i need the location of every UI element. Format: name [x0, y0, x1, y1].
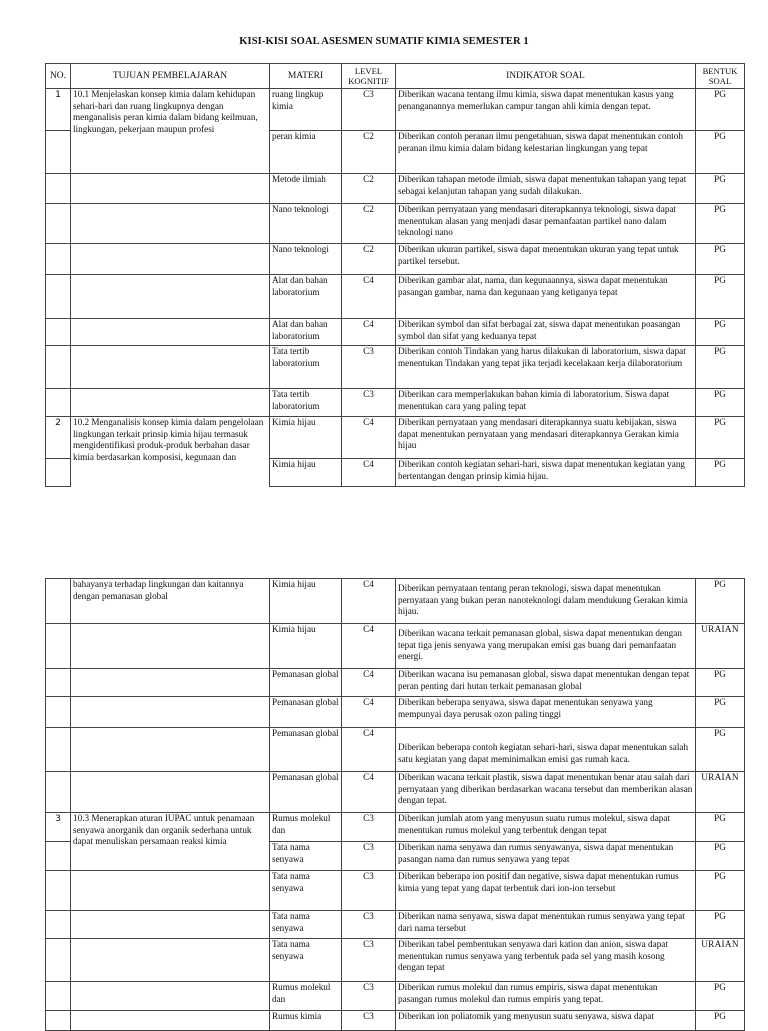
bentuk-cell: PG: [696, 911, 745, 939]
table-row: [46, 813, 745, 842]
table-row: [46, 319, 745, 346]
level-cell: C4: [342, 417, 396, 459]
materi-cell: Tata nama senyawa: [270, 842, 342, 871]
table-row: [46, 417, 745, 459]
table-row: [46, 346, 745, 389]
indikator-cell: Diberikan nama senyawa, siswa dapat menentukan rumus senyawa yang tepat dari nama tersebut: [396, 911, 696, 939]
table-row: [46, 871, 745, 911]
materi-cell: Rumus molekul dan: [270, 982, 342, 1011]
table-row: [46, 624, 745, 669]
level-cell: C3: [342, 871, 396, 911]
header-indikator: INDIKATOR SOAL: [396, 64, 696, 89]
header-level: LEVEL KOGNITIF: [342, 64, 396, 89]
level-cell: C4: [342, 728, 396, 772]
materi-cell: Nano teknologi: [270, 244, 342, 275]
materi-cell: Kimia hijau: [270, 579, 342, 624]
table-row: [46, 1011, 745, 1031]
materi-cell: Pemanasan global: [270, 669, 342, 697]
header-materi: MATERI: [270, 64, 342, 89]
table-row: [46, 275, 745, 319]
bentuk-cell: PG: [696, 871, 745, 911]
header-no: NO.: [46, 64, 71, 89]
indikator-cell: Diberikan beberapa ion positif dan negative, siswa dapat menentukan rumus kimia yang tepat yang dapat terbentuk dari ion-ion tersebut: [396, 871, 696, 911]
indikator-cell: Diberikan pernyataan yang mendasari diterapkannya teknologi, siswa dapat menentukan alasan yang menjadi dasar pemanfaatan partikel nano dalam teknologi nano: [396, 204, 696, 244]
materi-cell: Nano teknologi: [270, 204, 342, 244]
indikator-cell: Diberikan ion poliatomik yang menyusun suatu senyawa, siswa dapat: [396, 1011, 696, 1031]
bentuk-cell: URAIAN: [696, 772, 745, 813]
materi-cell: Alat dan bahan laboratorium: [270, 275, 342, 319]
document-title: KISI-KISI SOAL ASESMEN SUMATIF KIMIA SEMESTER 1: [239, 36, 529, 47]
indikator-cell: Diberikan beberapa senyawa, siswa dapat menentukan senyawa yang mempunyai daya perusak ozon paling tinggi: [396, 697, 696, 728]
indikator-cell: Diberikan jumlah atom yang menyusun suatu rumus molekul, siswa dapat menentukan rumus molekul yang terbentuk dengan tepat: [396, 813, 696, 842]
table-row: [46, 982, 745, 1011]
table-row: [46, 911, 745, 939]
indikator-cell: Diberikan gambar alat, nama, dan kegunaannya, siswa dapat menentukan pasangan gambar, nama dan kegunaan yang ketiganya tepat: [396, 275, 696, 319]
level-cell: C4: [342, 579, 396, 624]
bentuk-cell: PG: [696, 417, 745, 459]
bentuk-cell: PG: [696, 813, 745, 842]
materi-cell: ruang lingkup kimia: [270, 89, 342, 131]
indikator-cell: Diberikan cara memperlakukan bahan kimia di laboratorium. Siswa dapat menentukan cara yang paling tepat: [396, 389, 696, 417]
learning-objective: 10.1 Menjelaskan konsep kimia dalam kehidupan sehari-hari dan ruang lingkupnya dengan menganalisis peran kimia dalam bidang keilmuan, lingkungan, pekerjaan maupun profesi: [71, 89, 270, 174]
materi-cell: Kimia hijau: [270, 624, 342, 669]
bentuk-cell: PG: [696, 579, 745, 624]
bentuk-cell: PG: [696, 389, 745, 417]
bentuk-cell: PG: [696, 174, 745, 204]
learning-objective: bahayanya terhadap lingkungan dan kaitannya dengan pemanasan global: [71, 579, 270, 624]
level-cell: C4: [342, 624, 396, 669]
materi-cell: Alat dan bahan laboratorium: [270, 319, 342, 346]
materi-cell: Rumus kimia: [270, 1011, 342, 1031]
table-row: [46, 174, 745, 204]
materi-cell: Tata nama senyawa: [270, 911, 342, 939]
indikator-cell: Diberikan pernyataan tentang peran teknologi, siswa dapat menentukan pernyataan yang bukan peran nanoteknologi dalam mendukung Gerakan kimia hijau.: [396, 579, 696, 624]
indikator-cell: Diberikan wacana tentang ilmu kimia, siswa dapat menentukan kasus yang penanganannya memerlukan campur tangan ahli kimia dengan tepat.: [396, 89, 696, 131]
table-row: [46, 89, 745, 131]
kisi-kisi-table-page-1: [45, 63, 745, 487]
learning-objective: 10.2 Menganalisis konsep kimia dalam pengelolaan lingkungan terkait prinsip kimia hijau termasuk mengidentifikasi produk-produk berbahan dasar kimia berdasarkan komposisi, kegunaan dan: [71, 417, 270, 487]
kisi-kisi-table-page-2: [45, 578, 745, 1031]
bentuk-cell: PG: [696, 346, 745, 389]
level-cell: C3: [342, 813, 396, 842]
table-row: [46, 244, 745, 275]
level-cell: C3: [342, 982, 396, 1011]
bentuk-cell: PG: [696, 697, 745, 728]
materi-cell: Pemanasan global: [270, 697, 342, 728]
level-cell: C4: [342, 459, 396, 487]
bentuk-cell: PG: [696, 89, 745, 131]
level-cell: C4: [342, 319, 396, 346]
level-cell: C3: [342, 911, 396, 939]
level-cell: C4: [342, 275, 396, 319]
materi-cell: Metode ilmiah: [270, 174, 342, 204]
row-number: 1: [46, 89, 71, 131]
bentuk-cell: PG: [696, 669, 745, 697]
level-cell: C3: [342, 1011, 396, 1031]
level-cell: C4: [342, 697, 396, 728]
materi-cell: Tata tertib laboratorium: [270, 389, 342, 417]
indikator-cell: Diberikan rumus molekul dan rumus empiris, siswa dapat menentukan pasangan rumus molekul dan rumus empiris yang tepat.: [396, 982, 696, 1011]
indikator-cell: Diberikan contoh peranan ilmu pengetahuan, siswa dapat menentukan contoh peranan ilmu kimia dalam bidang kelestarian lingkungan yang tepat: [396, 131, 696, 174]
row-number: 3: [46, 813, 71, 842]
materi-cell: Pemanasan global: [270, 772, 342, 813]
level-cell: C4: [342, 772, 396, 813]
bentuk-cell: PG: [696, 244, 745, 275]
level-cell: C2: [342, 204, 396, 244]
learning-objective: 10.3 Menerapkan aturan IUPAC untuk penamaan senyawa anorganik dan organik sederhana untuk dapat menuliskan persamaan reaksi kimia: [71, 813, 270, 871]
level-cell: C3: [342, 389, 396, 417]
bentuk-cell: PG: [696, 204, 745, 244]
table-row: [46, 728, 745, 772]
indikator-cell: Diberikan pernyataan yang mendasari diterapkannya suatu kebijakan, siswa dapat menentukan pernyataan yang mendasari diterapkannya Gerakan kimia hijau: [396, 417, 696, 459]
bentuk-cell: URAIAN: [696, 624, 745, 669]
bentuk-cell: PG: [696, 842, 745, 871]
row-number: 2: [46, 417, 71, 459]
indikator-cell: Diberikan wacana terkait pemanasan global, siswa dapat menentukan dengan tepat tiga jenis senyawa yang merupakan emisi gas buang dari pemanfaatan energi.: [396, 624, 696, 669]
level-cell: C3: [342, 89, 396, 131]
bentuk-cell: PG: [696, 728, 745, 772]
bentuk-cell: PG: [696, 131, 745, 174]
table-header-row: [46, 64, 745, 89]
level-cell: C2: [342, 244, 396, 275]
level-cell: C4: [342, 669, 396, 697]
materi-cell: Tata tertib laboratorium: [270, 346, 342, 389]
bentuk-cell: PG: [696, 319, 745, 346]
level-cell: C2: [342, 174, 396, 204]
table-row: [46, 669, 745, 697]
table-row: [46, 697, 745, 728]
indikator-cell: Diberikan wacana isu pemanasan global, siswa dapat menentukan dengan tepat peran penting dari hutan terkait pemanasan global: [396, 669, 696, 697]
bentuk-cell: PG: [696, 459, 745, 487]
materi-cell: Kimia hijau: [270, 459, 342, 487]
level-cell: C3: [342, 842, 396, 871]
bentuk-cell: PG: [696, 275, 745, 319]
bentuk-cell: URAIAN: [696, 939, 745, 982]
materi-cell: Kimia hijau: [270, 417, 342, 459]
table-row: [46, 939, 745, 982]
indikator-cell: Diberikan nama senyawa dan rumus senyawanya, siswa dapat menentukan pasangan nama dan rumus senyawa yang tepat: [396, 842, 696, 871]
table-row: [46, 204, 745, 244]
materi-cell: Pemanasan global: [270, 728, 342, 772]
level-cell: C3: [342, 939, 396, 982]
materi-cell: peran kimia: [270, 131, 342, 174]
level-cell: C3: [342, 346, 396, 389]
materi-cell: Tata nama senyawa: [270, 939, 342, 982]
indikator-cell: Diberikan ukuran partikel, siswa dapat menentukan ukuran yang tepat untuk partikel tersebut.: [396, 244, 696, 275]
indikator-cell: Diberikan wacana terkait plastik, siswa dapat menentukan benar atau salah dari pernyataan yang diberikan berdasarkan wacana tersebut dan memberikan alasan dengan tepat.: [396, 772, 696, 813]
table-row: [46, 579, 745, 624]
bentuk-cell: PG: [696, 982, 745, 1011]
materi-cell: Tata nama senyawa: [270, 871, 342, 911]
materi-cell: Rumus molekul dan: [270, 813, 342, 842]
header-tujuan: TUJUAN PEMBELAJARAN: [71, 64, 270, 89]
level-cell: C2: [342, 131, 396, 174]
table-row: [46, 772, 745, 813]
indikator-cell: Diberikan symbol dan sifat berbagai zat, siswa dapat menentukan poasangan symbol dan sifat yang keduanya tepat: [396, 319, 696, 346]
indikator-cell: Diberikan beberapa contoh kegiatan sehari-hari, siswa dapat menentukan salah satu kegiatan yang dapat meminimalkan emisi gas rumah kaca.: [396, 728, 696, 772]
table-row: [46, 389, 745, 417]
indikator-cell: Diberikan tahapan metode ilmiah, siswa dapat menentukan tahapan yang tepat sebagai kelanjutan tahapan yang sudah dilakukan.: [396, 174, 696, 204]
indikator-cell: Diberikan tabel pembentukan senyawa dari kation dan anion, siswa dapat menentukan rumus senyawa yang terbentuk pada sel yang masih kosong dengan tepat: [396, 939, 696, 982]
indikator-cell: Diberikan contoh Tindakan yang harus dilakukan di laboratorium, siswa dapat menentukan Tindakan yang tepat jika terjadi kecelakaan kerja dilaboratorium: [396, 346, 696, 389]
indikator-cell: Diberikan contoh kegiatan sehari-hari, siswa dapat menentukan kegiatan yang bertentangan dengan prinsip kimia hijau.: [396, 459, 696, 487]
bentuk-cell: PG: [696, 1011, 745, 1031]
header-bentuk: BENTUK SOAL: [696, 64, 745, 89]
